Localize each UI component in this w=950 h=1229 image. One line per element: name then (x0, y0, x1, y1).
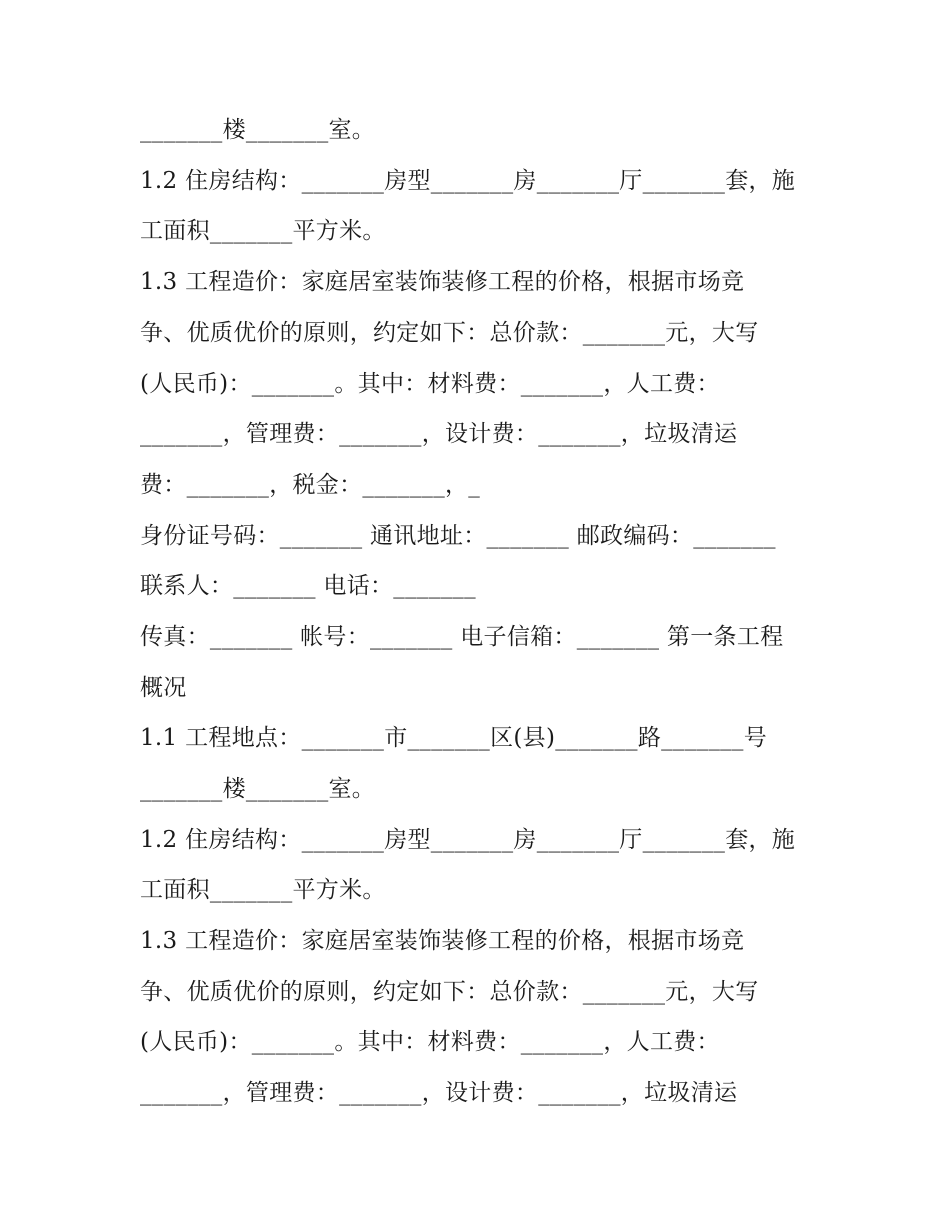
text-line-2: 1.2 住房结构：_______房型_______房_______厅_______套，施 (140, 168, 796, 194)
text-line-18: 争、优质优价的原则，约定如下：总价款：_______元，大写 (140, 979, 759, 1005)
text-line-13: 1.1 工程地点：_______市_______区(县)_______路_______号 (140, 725, 768, 751)
text-line-8: 费：_______，税金：_______，_ (140, 472, 481, 498)
text-line-19: (人民币)：_______。其中：材料费：_______，人工费： (140, 1029, 720, 1055)
text-line-9: 身份证号码：_______ 通讯地址：_______ 邮政编码：_______ (140, 523, 776, 549)
text-line-20: _______，管理费：_______，设计费：_______，垃圾清运 (140, 1080, 738, 1106)
text-line-11: 传真：_______ 帐号：_______ 电子信箱：_______ 第一条工程 (140, 624, 784, 650)
text-line-16: 工面积_______平方米。 (140, 877, 386, 903)
text-line-17: 1.3 工程造价：家庭居室装饰装修工程的价格，根据市场竞 (140, 928, 745, 954)
text-line-6: (人民币)：_______。其中：材料费：_______，人工费： (140, 371, 720, 397)
text-line-15: 1.2 住房结构：_______房型_______房_______厅_______套，施 (140, 827, 796, 853)
text-line-5: 争、优质优价的原则，约定如下：总价款：_______元，大写 (140, 320, 759, 346)
text-line-4: 1.3 工程造价：家庭居室装饰装修工程的价格，根据市场竞 (140, 269, 745, 295)
text-line-10: 联系人：_______ 电话：_______ (140, 573, 476, 599)
text-line-1: _______楼_______室。 (140, 117, 376, 143)
text-line-14: _______楼_______室。 (140, 776, 376, 802)
text-line-12: 概况 (140, 675, 187, 701)
text-line-3: 工面积_______平方米。 (140, 218, 386, 244)
text-line-7: _______，管理费：_______，设计费：_______，垃圾清运 (140, 421, 738, 447)
